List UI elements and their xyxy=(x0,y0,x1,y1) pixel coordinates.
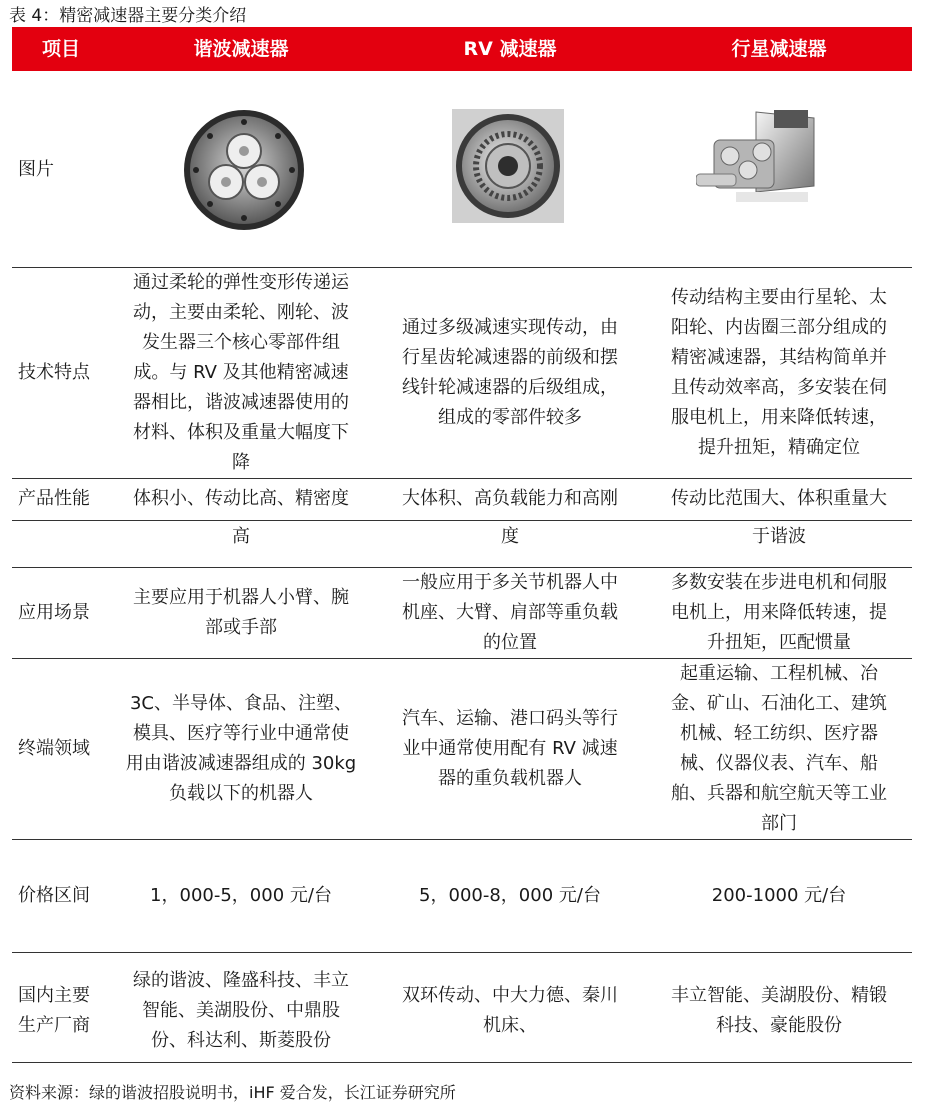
maker-harmonic: 绿的谐波、隆盛科技、丰立 智能、美湖股份、中鼎股 份、科达利、斯菱股份 xyxy=(133,969,349,1051)
tech-harmonic: 通过柔轮的弹性变形传递运 动，主要由柔轮、刚轮、波 发生器三个核心零部件组 成。与 RV 及其他精密减速 器相比，谐波减速器使用的 材料、体积及重量大幅度下 降 xyxy=(133,272,349,473)
row-label-application: 应用场景 xyxy=(18,602,90,623)
perf-harmonic-line2: 高 xyxy=(232,526,250,547)
header-rv: RV 减速器 xyxy=(463,38,557,60)
row-label-price: 价格区间 xyxy=(18,885,90,906)
perf-planetary-line1: 传动比范围大、体积重量大 xyxy=(671,488,887,509)
app-rv: 一般应用于多关节机器人中 机座、大臂、肩部等重负载 的位置 xyxy=(402,572,618,653)
header-planetary: 行星减速器 xyxy=(731,38,827,60)
term-harmonic: 3C、半导体、食品、注塑、 模具、医疗等行业中通常使 用由谐波减速器组成的 30kg 负载以下的机器人 xyxy=(125,693,357,804)
header-harmonic: 谐波减速器 xyxy=(193,38,289,60)
app-harmonic: 主要应用于机器人小臂、腕 部或手部 xyxy=(133,587,349,638)
maker-planetary: 丰立智能、美湖股份、精锻 科技、豪能股份 xyxy=(671,984,887,1036)
perf-planetary-line2: 于谐波 xyxy=(752,526,806,547)
row-label-images: 图片 xyxy=(18,158,54,180)
row-divider xyxy=(12,1062,912,1063)
table-caption: 表 4：精密减速器主要分类介绍 xyxy=(9,6,247,26)
tech-planetary: 传动结构主要由行星轮、太 阳轮、内齿圈三部分组成的 精密减速器，其结构简单并 且传动效率高，多安装在伺 服电机上，用来降低转速， 提升扭矩，精确定位 xyxy=(671,287,887,458)
row-label-terminal: 终端领域 xyxy=(18,738,90,759)
row-label-tech: 技术特点 xyxy=(18,362,90,383)
maker-rv: 双环传动、中大力德、秦川 机床、 xyxy=(402,984,618,1036)
rv-reducer-photo xyxy=(452,109,564,223)
app-planetary: 多数安装在步进电机和伺服 电机上，用来降低转速，提 升扭矩，匹配惯量 xyxy=(671,572,887,653)
row-label-performance: 产品性能 xyxy=(18,488,90,509)
tech-rv: 通过多级减速实现传动，由 行星齿轮减速器的前级和摆 线针轮减速器的后级组成， 组成的零部件较多 xyxy=(402,317,618,428)
planetary-reducer-photo xyxy=(696,104,826,224)
source-note: 资料来源：绿的谐波招股说明书，iHF 爱合发，长江证券研究所 xyxy=(9,1083,456,1102)
row-divider xyxy=(12,520,912,521)
table-header xyxy=(12,27,912,71)
harmonic-reducer-photo xyxy=(182,108,306,232)
perf-rv-line1: 大体积、高负载能力和高刚 xyxy=(402,488,618,509)
perf-rv-line2: 度 xyxy=(501,526,519,547)
price-rv: 5，000-8，000 元/台 xyxy=(419,885,601,906)
row-label-manufacturers: 国内主要 生产厂商 xyxy=(18,984,90,1036)
row-divider xyxy=(12,952,912,953)
term-planetary: 起重运输、工程机械、冶 金、矿山、石油化工、建筑 机械、轻工纺织、医疗器 械、仪器仪表、汽车、船 舶、兵器和航空航天等工业 部门 xyxy=(671,663,887,834)
row-divider xyxy=(12,478,912,479)
price-harmonic: 1，000-5，000 元/台 xyxy=(150,885,332,906)
perf-harmonic-line1: 体积小、传动比高、精密度 xyxy=(133,488,349,509)
header-item: 项目 xyxy=(41,38,80,60)
term-rv: 汽车、运输、港口码头等行 业中通常使用配有 RV 减速 器的重负载机器人 xyxy=(402,708,618,789)
price-planetary: 200-1000 元/台 xyxy=(711,885,847,906)
